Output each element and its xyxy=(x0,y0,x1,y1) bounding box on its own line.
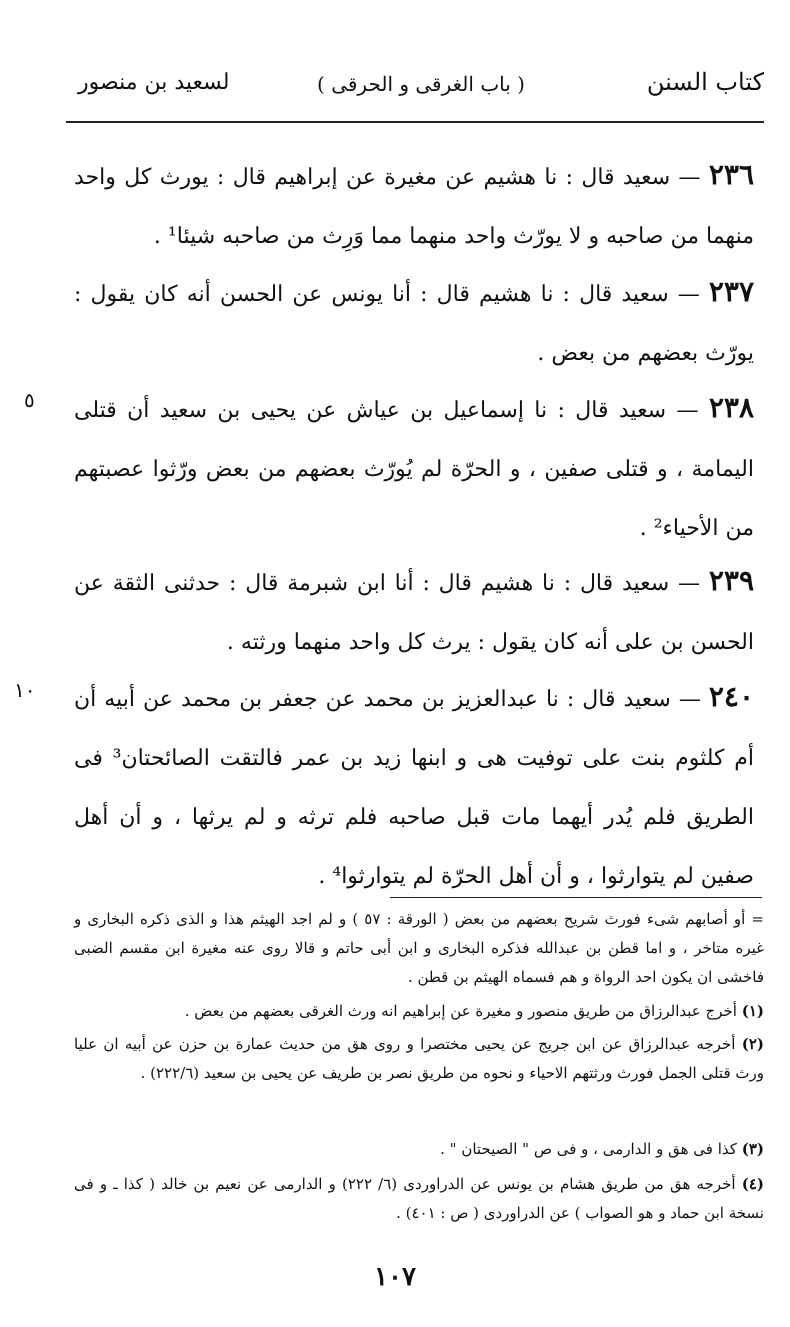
header-author: لسعيد بن منصور xyxy=(78,70,230,95)
footnote-text: أخرجه عبدالرزاق عن ابن جريج عن يحيى مختصرا و روى هق من حديث عمارة بن حزن عن أبيه ان عليا ورث قتلى الجمل فورث ورثتهم الاحياء و نحوه من طريق نصر بن طريف عن يحيى بن سعيد (٢٢٢/٦) . xyxy=(74,1035,764,1082)
entry-238 xyxy=(74,378,754,558)
entry-number: ٢٤٠ xyxy=(708,680,754,713)
footnote-marker: (٢) xyxy=(741,1035,764,1053)
footnote-2 xyxy=(74,1030,764,1088)
footnote-1 xyxy=(74,997,764,1026)
footnote-text: أخرجه هق من طريق هشام بن يونس عن الدراوردى (٦/ ٢٢٢) و الدارمى عن نعيم بن خالد ( كذا ـ و فى نسخة ابن حماد و هو الصواب ) عن الدراوردى ( ص : ٤٠١) . xyxy=(74,1175,764,1222)
entry-240 xyxy=(74,667,754,906)
entry-number: ٢٣٩ xyxy=(708,564,754,597)
footnote-text: أخرج عبدالرزاق من طريق منصور و مغيرة عن إبراهيم انه ورث الغرقى بعضهم من بعض . xyxy=(184,1002,737,1020)
entry-text: — سعيد قال : نا هشيم قال : أنا يونس عن الحسن أنه كان يقول : يورّث بعضهم من بعض . xyxy=(74,282,754,366)
entry-237 xyxy=(74,262,754,383)
entry-number: ٢٣٧ xyxy=(708,275,755,308)
entry-text: — سعيد قال : نا إسماعيل بن عياش عن يحيى بن سعيد أن قتلى اليمامة ، و قتلى صفين ، و الحرّة لم يُورّث بعضهم من بعض ورّثوا عصبتهم من الأحياء² . xyxy=(74,398,754,541)
entry-number: ٢٣٨ xyxy=(708,391,755,424)
entry-text: — سعيد قال : نا هشيم عن مغيرة عن إبراهيم قال : يورث كل واحد منهما من صاحبه و لا يورّث واحد منهما مما وَرِث من صاحبه شيئا¹ . xyxy=(74,165,754,249)
page-number: ١٠٧ xyxy=(374,1262,416,1292)
footnote-marker: (٣) xyxy=(741,1140,764,1158)
header-book-title: كتاب السنن xyxy=(646,68,764,96)
entry-236 xyxy=(74,145,754,266)
header-rule xyxy=(66,121,764,123)
entry-239 xyxy=(74,551,754,672)
header-chapter-title: ( باب الغرقى و الحرقى ) xyxy=(317,72,525,96)
entry-text: — سعيد قال : نا عبدالعزيز بن محمد عن جعفر بن محمد عن أبيه أن أم كلثوم بنت على توفيت هى و ابنها زيد بن عمر فالتقت الصائحتان³ فى الطريق فلم يُدر أيهما مات قبل صاحبه فلم ترثه و لم يرثها ، و أن أهل صفين لم يتوارثوا ، و أن أهل الحرّة لم يتوارثوا⁴ . xyxy=(74,687,754,889)
footnote-continuation: = أو أصابهم شىء فورث شريح بعضهم من بعض ( الورقة : ٥٧ ) و لم اجد الهيثم هذا و الذى ذكره البخارى و غيره متاخر ، و اما قطن بن عبدالله فذكره البخارى و ابن أبى حاتم و قالا روى عنه مغيرة ابن مقسم الضبى فاخشى ان يكون احد الرواة و هم فسماه الهيثم بن قطن . xyxy=(74,910,764,986)
footnote-marker: (١) xyxy=(741,1002,764,1020)
footnote-rule xyxy=(390,897,762,898)
entry-text: — سعيد قال : نا هشيم قال : أنا ابن شبرمة قال : حدثنى الثقة عن الحسن بن على أنه كان يقول : يرث كل واحد منهما ورثته . xyxy=(74,571,754,655)
running-header xyxy=(78,68,764,108)
entry-number: ٢٣٦ xyxy=(708,158,754,191)
footnote-3 xyxy=(74,1135,764,1164)
footnote-4 xyxy=(74,1170,764,1228)
footnote-text: كذا فى هق و الدارمى ، و فى ص " الصيحتان " . xyxy=(440,1140,737,1158)
line-margin-number: ١٠ xyxy=(14,678,36,702)
footnote-marker: (٤) xyxy=(741,1175,764,1193)
line-margin-number: ٥ xyxy=(24,388,35,412)
